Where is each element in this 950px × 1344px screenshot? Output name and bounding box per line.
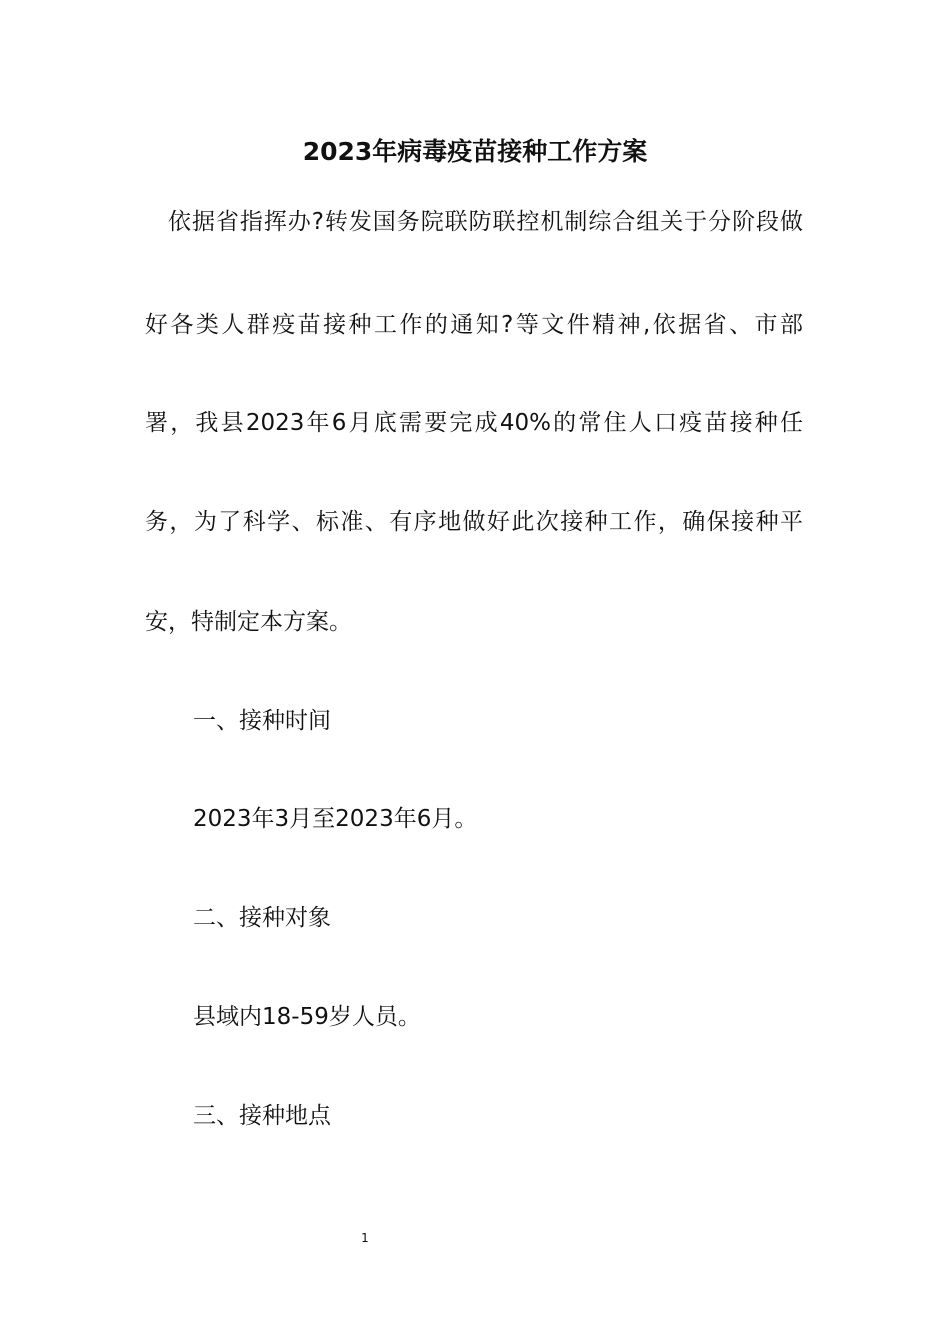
section-heading-location: 三、接种地点 (193, 1103, 331, 1129)
document-title: 2023年病毒疫苗接种工作方案 (302, 137, 648, 166)
section-body-target: 县域内18-59岁人员。 (193, 1004, 421, 1030)
intro-line-2: 好各类人群疫苗接种工作的通知?等文件精神,依据省、市部 (145, 312, 803, 338)
intro-line-4: 务，为了科学、标准、有序地做好此次接种工作，确保接种平 (145, 509, 803, 535)
section-body-time: 2023年3月至2023年6月。 (193, 806, 478, 832)
page-number: 1 (361, 1231, 369, 1245)
section-heading-time: 一、接种时间 (193, 708, 331, 734)
intro-line-1: 依据省指挥办?转发国务院联防联控机制综合组关于分阶段做 (168, 209, 803, 235)
section-heading-target: 二、接种对象 (193, 905, 331, 931)
intro-line-5: 安，特制定本方案。 (145, 609, 352, 635)
intro-line-3: 署，我县2023年6月底需要完成40%的常住人口疫苗接种任 (145, 410, 803, 436)
